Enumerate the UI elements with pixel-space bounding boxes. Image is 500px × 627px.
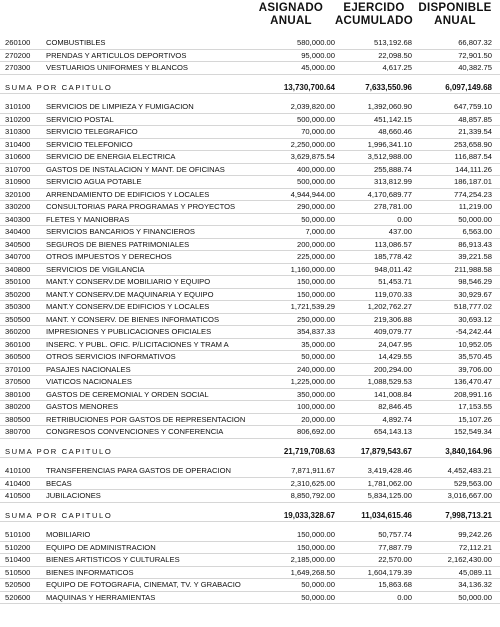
- account-code: 340500: [5, 239, 31, 249]
- table-row: [0, 567, 500, 580]
- account-code: 380700: [5, 427, 31, 436]
- asignado-anual-value: 150,000.00: [296, 277, 335, 286]
- account-description: SERVICIO TELEFONICO: [46, 139, 133, 149]
- table-row: [0, 401, 500, 414]
- account-description: SERVICIO DE ENERGIA ELECTRICA: [46, 152, 176, 161]
- disponible-anual-value: 30,929.67: [458, 289, 492, 299]
- asignado-anual-value: 50,000.00: [301, 592, 335, 602]
- account-code: 270300: [5, 63, 31, 72]
- account-code: 310300: [5, 127, 31, 136]
- chapter-total-label: SUMA POR CAPITULO: [5, 446, 113, 456]
- asignado-anual-value: 70,000.00: [301, 127, 335, 136]
- account-description: FLETES Y MANIOBRAS: [46, 214, 130, 224]
- ejercido-acumulado-value: 17,879,543.67: [360, 446, 412, 456]
- disponible-anual-value: 66,807.32: [458, 38, 492, 47]
- asignado-anual-value: 150,000.00: [296, 530, 335, 539]
- account-description: CONSULTORIAS PARA PROGRAMAS Y PROYECTOS: [46, 202, 236, 211]
- ejercido-acumulado-value: 200,294.00: [373, 364, 412, 374]
- header-ejercido-line2: ACUMULADO: [334, 15, 414, 27]
- ejercido-acumulado-value: 51,453.71: [378, 277, 412, 286]
- asignado-anual-value: 45,000.00: [301, 63, 335, 72]
- ejercido-acumulado-value: 1,202,762.27: [367, 302, 412, 311]
- chapter-total-label: SUMA POR CAPITULO: [5, 82, 113, 92]
- asignado-anual-value: 2,185,000.00: [290, 555, 335, 564]
- table-row: [0, 176, 500, 189]
- account-code: 350100: [5, 277, 31, 286]
- table-row: [0, 62, 500, 75]
- asignado-anual-value: 150,000.00: [296, 289, 335, 299]
- account-code: 260100: [5, 38, 31, 47]
- header-disponible-anual: [410, 2, 500, 38]
- ejercido-acumulado-value: 14,429.55: [378, 352, 412, 361]
- account-code: 310200: [5, 114, 31, 124]
- account-description: MAQUINAS Y HERRAMIENTAS: [46, 592, 156, 602]
- table-row: [0, 364, 500, 377]
- account-code: 360100: [5, 339, 31, 349]
- header-asignado-line2: ANUAL: [270, 15, 312, 27]
- account-description: RETRIBUCIONES POR GASTOS DE REPRESENTACION: [46, 414, 246, 424]
- table-row: [0, 264, 500, 277]
- ejercido-acumulado-value: 0.00: [397, 592, 412, 602]
- chapter-total-row: [0, 82, 500, 95]
- ejercido-acumulado-value: 1,996,341.10: [367, 139, 412, 149]
- account-description: VESTUARIOS UNIFORMES Y BLANCOS: [46, 63, 188, 72]
- account-description: COMBUSTIBLES: [46, 38, 106, 47]
- asignado-anual-value: 354,837.33: [296, 327, 335, 336]
- ejercido-acumulado-value: 119,070.33: [374, 289, 412, 299]
- disponible-anual-value: 98,546.29: [458, 277, 492, 286]
- account-description: OTROS SERVICIOS INFORMATIVOS: [46, 352, 176, 361]
- asignado-anual-value: 95,000.00: [301, 50, 335, 60]
- spacer-row: [0, 522, 500, 529]
- account-code: 340400: [5, 227, 31, 236]
- disponible-anual-value: 647,759.10: [453, 102, 492, 111]
- table-row: [0, 351, 500, 364]
- account-description: SERVICIO POSTAL: [46, 114, 114, 124]
- account-description: MANT.Y CONSERV.DE MAQUINARIA Y EQUIPO: [46, 289, 214, 299]
- header-ejercido-line1: EJERCIDO: [343, 2, 405, 14]
- account-code: 380500: [5, 414, 31, 424]
- chapter-total-row: [0, 446, 500, 459]
- account-description: JUBILACIONES: [46, 491, 101, 500]
- asignado-anual-value: 150,000.00: [296, 542, 335, 552]
- asignado-anual-value: 500,000.00: [296, 114, 335, 124]
- disponible-anual-value: 17,153.55: [458, 402, 492, 411]
- account-description: SERVICIO TELEGRAFICO: [46, 127, 138, 136]
- header-asignado-anual: [246, 2, 336, 38]
- table-row: [0, 50, 500, 63]
- account-code: 380200: [5, 402, 31, 411]
- table-row: [0, 301, 500, 314]
- account-description: GASTOS MENORES: [46, 402, 119, 411]
- account-description: BIENES ARTISTICOS Y CULTURALES: [46, 555, 180, 564]
- table-row: [0, 276, 500, 289]
- asignado-anual-value: 580,000.00: [296, 38, 335, 47]
- asignado-anual-value: 50,000.00: [301, 580, 335, 589]
- ejercido-acumulado-value: 1,604,179.39: [367, 567, 412, 577]
- ejercido-acumulado-value: 437.00: [388, 227, 412, 236]
- account-code: 360500: [5, 352, 31, 361]
- ejercido-acumulado-value: 113,086.57: [374, 239, 412, 249]
- account-code: 340300: [5, 214, 31, 224]
- table-row: [0, 490, 500, 503]
- table-row: [0, 201, 500, 214]
- ejercido-acumulado-value: 11,034,615.46: [361, 510, 412, 520]
- disponible-anual-value: 6,563.00: [462, 227, 492, 236]
- disponible-anual-value: 529,563.00: [453, 478, 492, 488]
- ejercido-acumulado-value: 451,142.15: [373, 114, 412, 124]
- disponible-anual-value: 144,111.26: [455, 164, 492, 174]
- ejercido-acumulado-value: 513,192.68: [373, 38, 412, 47]
- ejercido-acumulado-value: 22,098.50: [378, 50, 412, 60]
- asignado-anual-value: 3,629,875.54: [290, 152, 335, 161]
- ejercido-acumulado-value: 948,011.42: [374, 264, 412, 274]
- table-row: [0, 339, 500, 352]
- account-description: OTROS IMPUESTOS Y DERECHOS: [46, 252, 172, 261]
- account-description: SERVICIOS DE LIMPIEZA Y FUMIGACION: [46, 102, 194, 111]
- ejercido-acumulado-value: 7,633,550.96: [365, 82, 412, 92]
- account-code: 360200: [5, 327, 31, 336]
- account-description: TRANSFERENCIAS PARA GASTOS DE OPERACION: [46, 466, 231, 475]
- table-row: [0, 214, 500, 227]
- account-code: 340700: [5, 252, 31, 261]
- disponible-anual-value: 4,452,483.21: [447, 466, 492, 475]
- ejercido-acumulado-value: 219,306.88: [373, 314, 412, 324]
- spacer-row: [0, 75, 500, 82]
- ejercido-acumulado-value: 82,846.45: [378, 402, 412, 411]
- ejercido-acumulado-value: 185,778.42: [373, 252, 412, 261]
- asignado-anual-value: 806,692.00: [296, 427, 335, 436]
- spacer-row: [0, 458, 500, 465]
- asignado-anual-value: 200,000.00: [296, 239, 335, 249]
- asignado-anual-value: 1,225,000.00: [290, 377, 335, 386]
- disponible-anual-value: 6,097,149.68: [445, 82, 492, 92]
- ejercido-acumulado-value: 313,812.99: [373, 177, 412, 186]
- account-code: 340800: [5, 264, 31, 274]
- account-description: SERVICIO AGUA POTABLE: [46, 177, 142, 186]
- account-code: 510400: [5, 555, 31, 564]
- account-code: 330200: [5, 202, 31, 211]
- table-row: [0, 529, 500, 542]
- asignado-anual-value: 1,649,268.50: [290, 567, 335, 577]
- disponible-anual-value: 48,857.85: [458, 114, 492, 124]
- disponible-anual-value: 208,991.16: [453, 389, 492, 399]
- account-code: 410500: [5, 491, 31, 500]
- ejercido-acumulado-value: 4,892.74: [382, 414, 412, 424]
- table-row: [0, 542, 500, 555]
- account-description: ARRENDAMIENTO DE EDIFICIOS Y LOCALES: [46, 189, 210, 199]
- disponible-anual-value: 136,470.47: [453, 377, 492, 386]
- account-code: 320100: [5, 189, 31, 199]
- disponible-anual-value: 253,658.90: [453, 139, 492, 149]
- account-code: 370500: [5, 377, 31, 386]
- account-code: 350200: [5, 289, 31, 299]
- account-code: 510500: [5, 567, 31, 577]
- account-description: MOBILIARIO: [46, 530, 91, 539]
- account-code: 310900: [5, 177, 31, 186]
- asignado-anual-value: 350,000.00: [296, 389, 335, 399]
- account-description: CONGRESOS CONVENCIONES Y CONFERENCIA: [46, 427, 224, 436]
- disponible-anual-value: 3,840,164.96: [445, 446, 492, 456]
- ejercido-acumulado-value: 409,079.77: [373, 327, 412, 336]
- account-description: PRENDAS Y ARTICULOS DEPORTIVOS: [46, 50, 187, 60]
- account-code: 380100: [5, 389, 31, 399]
- table-row: [0, 101, 500, 114]
- asignado-anual-value: 225,000.00: [296, 252, 335, 261]
- account-code: 310400: [5, 139, 31, 149]
- account-code: 370100: [5, 364, 31, 374]
- disponible-anual-value: 7,998,713.21: [445, 510, 492, 520]
- asignado-anual-value: 21,719,708.63: [283, 446, 335, 456]
- table-row: [0, 554, 500, 567]
- asignado-anual-value: 4,944,944.00: [290, 189, 335, 199]
- ejercido-acumulado-value: 4,170,689.77: [367, 189, 412, 199]
- table-row: [0, 289, 500, 302]
- account-description: BECAS: [46, 478, 72, 488]
- table-row: [0, 251, 500, 264]
- ejercido-acumulado-value: 24,047.95: [378, 339, 412, 349]
- account-description: BIENES INFORMATICOS: [46, 567, 134, 577]
- table-row: [0, 414, 500, 427]
- spacer-row: [0, 94, 500, 101]
- table-row: [0, 126, 500, 139]
- asignado-anual-value: 290,000.00: [296, 202, 335, 211]
- disponible-anual-value: 40,382.75: [458, 63, 492, 72]
- chapter-total-label: SUMA POR CAPITULO: [5, 510, 113, 520]
- account-description: EQUIPO DE FOTOGRAFIA, CINEMAT, TV. Y GRABACIO: [46, 580, 241, 589]
- disponible-anual-value: 72,112.21: [458, 542, 492, 552]
- disponible-anual-value: -54,242.44: [455, 327, 492, 336]
- disponible-anual-value: 30,693.12: [458, 314, 492, 324]
- ejercido-acumulado-value: 77,887.79: [378, 542, 412, 552]
- table-row: [0, 326, 500, 339]
- asignado-anual-value: 2,310,625.00: [290, 478, 335, 488]
- account-code: 410100: [5, 466, 31, 475]
- ejercido-acumulado-value: 15,863.68: [378, 580, 412, 589]
- ejercido-acumulado-value: 5,834,125.00: [367, 491, 412, 500]
- asignado-anual-value: 100,000.00: [296, 402, 335, 411]
- account-description: EQUIPO DE ADMINISTRACION: [46, 542, 156, 552]
- account-code: 310700: [5, 164, 31, 174]
- table-row: [0, 139, 500, 152]
- disponible-anual-value: 211,988.58: [454, 264, 492, 274]
- account-description: MANT.Y CONSERV.DE EDIFICIOS Y LOCALES: [46, 302, 210, 311]
- table-row: [0, 376, 500, 389]
- disponible-anual-value: 152,549.34: [453, 427, 492, 436]
- spacer-row: [0, 439, 500, 446]
- disponible-anual-value: 86,913.43: [458, 239, 492, 249]
- disponible-anual-value: 2,162,430.00: [447, 555, 492, 564]
- disponible-anual-value: 72,901.50: [458, 50, 492, 60]
- asignado-anual-value: 400,000.00: [296, 164, 335, 174]
- table-row: [0, 592, 500, 605]
- account-code: 520500: [5, 580, 31, 589]
- header-disponible-line2: ANUAL: [434, 15, 476, 27]
- table-row: [0, 37, 500, 50]
- asignado-anual-value: 8,850,792.00: [290, 491, 335, 500]
- account-description: SERVICIOS DE VIGILANCIA: [46, 264, 145, 274]
- budget-table: [0, 37, 500, 604]
- account-code: 270200: [5, 50, 31, 60]
- disponible-anual-value: 45,089.11: [458, 567, 492, 577]
- asignado-anual-value: 1,721,539.29: [290, 302, 335, 311]
- account-description: INSERC. Y PUBL. OFIC. P/LICITACIONES Y TRAM A: [46, 339, 229, 349]
- asignado-anual-value: 1,160,000.00: [290, 264, 335, 274]
- asignado-anual-value: 500,000.00: [296, 177, 335, 186]
- asignado-anual-value: 35,000.00: [301, 339, 335, 349]
- disponible-anual-value: 116,887.54: [454, 152, 492, 161]
- header-asignado-line1: ASIGNADO: [258, 2, 324, 14]
- account-code: 510100: [5, 530, 31, 539]
- disponible-anual-value: 3,016,667.00: [447, 491, 492, 500]
- asignado-anual-value: 50,000.00: [301, 214, 335, 224]
- asignado-anual-value: 250,000.00: [296, 314, 335, 324]
- table-row: [0, 239, 500, 252]
- ejercido-acumulado-value: 22,570.00: [378, 555, 412, 564]
- disponible-anual-value: 518,777.02: [453, 302, 492, 311]
- account-code: 520600: [5, 592, 31, 602]
- asignado-anual-value: 20,000.00: [301, 414, 335, 424]
- ejercido-acumulado-value: 255,888.74: [373, 164, 412, 174]
- table-row: [0, 426, 500, 439]
- table-row: [0, 151, 500, 164]
- disponible-anual-value: 39,221.58: [458, 252, 492, 261]
- table-row: [0, 164, 500, 177]
- ejercido-acumulado-value: 278,781.00: [373, 202, 412, 211]
- table-row: [0, 465, 500, 478]
- ejercido-acumulado-value: 654,143.13: [373, 427, 412, 436]
- disponible-anual-value: 34,136.32: [458, 580, 492, 589]
- account-description: VIATICOS NACIONALES: [46, 377, 132, 386]
- asignado-anual-value: 19,033,328.67: [283, 510, 335, 520]
- account-description: IMPRESIONES Y PUBLICACIONES OFICIALES: [46, 327, 212, 336]
- account-code: 410400: [5, 478, 31, 488]
- account-description: MANT.Y CONSERV.DE MOBILIARIO Y EQUIPO: [46, 277, 211, 286]
- spacer-row: [0, 503, 500, 510]
- ejercido-acumulado-value: 1,392,060.90: [367, 102, 412, 111]
- asignado-anual-value: 7,000.00: [305, 227, 335, 236]
- table-row: [0, 579, 500, 592]
- ejercido-acumulado-value: 3,512,988.00: [367, 152, 412, 161]
- ejercido-acumulado-value: 1,088,529.53: [367, 377, 412, 386]
- table-row: [0, 389, 500, 402]
- ejercido-acumulado-value: 50,757.74: [378, 530, 412, 539]
- table-row: [0, 189, 500, 202]
- ejercido-acumulado-value: 4,617.25: [382, 63, 412, 72]
- disponible-anual-value: 774,254.23: [453, 189, 492, 199]
- asignado-anual-value: 240,000.00: [296, 364, 335, 374]
- account-code: 510200: [5, 542, 31, 552]
- table-row: [0, 314, 500, 327]
- disponible-anual-value: 50,000.00: [458, 592, 492, 602]
- disponible-anual-value: 99,242.26: [458, 530, 492, 539]
- disponible-anual-value: 35,570.45: [458, 352, 492, 361]
- ejercido-acumulado-value: 3,419,428.46: [367, 466, 412, 475]
- asignado-anual-value: 7,871,911.67: [291, 466, 335, 475]
- account-code: 310600: [5, 152, 31, 161]
- disponible-anual-value: 50,000.00: [458, 214, 492, 224]
- asignado-anual-value: 50,000.00: [301, 352, 335, 361]
- header-ejercido-acumulado: [328, 2, 420, 38]
- disponible-anual-value: 39,706.00: [458, 364, 492, 374]
- account-description: GASTOS DE CEREMONIAL Y ORDEN SOCIAL: [46, 389, 209, 399]
- account-description: GASTOS DE INSTALACION Y MANT. DE OFICINAS: [46, 164, 225, 174]
- asignado-anual-value: 2,250,000.00: [290, 139, 335, 149]
- ejercido-acumulado-value: 48,660.46: [378, 127, 412, 136]
- disponible-anual-value: 11,219.00: [458, 202, 492, 211]
- table-row: [0, 478, 500, 491]
- ejercido-acumulado-value: 1,781,062.00: [367, 478, 412, 488]
- disponible-anual-value: 15,107.26: [458, 414, 492, 424]
- account-description: PASAJES NACIONALES: [46, 364, 131, 374]
- asignado-anual-value: 13,730,700.64: [283, 82, 335, 92]
- disponible-anual-value: 186,187.01: [453, 177, 492, 186]
- table-row: [0, 114, 500, 127]
- account-code: 350500: [5, 314, 31, 324]
- account-code: 310100: [5, 102, 31, 111]
- table-row: [0, 226, 500, 239]
- disponible-anual-value: 10,952.05: [458, 339, 492, 349]
- header-disponible-line1: DISPONIBLE: [418, 2, 492, 14]
- ejercido-acumulado-value: 141,008.84: [373, 389, 412, 399]
- account-description: SERVICIOS BANCARIOS Y FINANCIEROS: [46, 227, 195, 236]
- disponible-anual-value: 21,339.54: [458, 127, 492, 136]
- chapter-total-row: [0, 510, 500, 523]
- ejercido-acumulado-value: 0.00: [397, 214, 412, 224]
- asignado-anual-value: 2,039,820.00: [290, 102, 335, 111]
- account-code: 350300: [5, 302, 31, 311]
- account-description: MANT. Y CONSERV. DE BIENES INFORMATICOS: [46, 314, 220, 324]
- account-description: SEGUROS DE BIENES PATRIMONIALES: [46, 239, 190, 249]
